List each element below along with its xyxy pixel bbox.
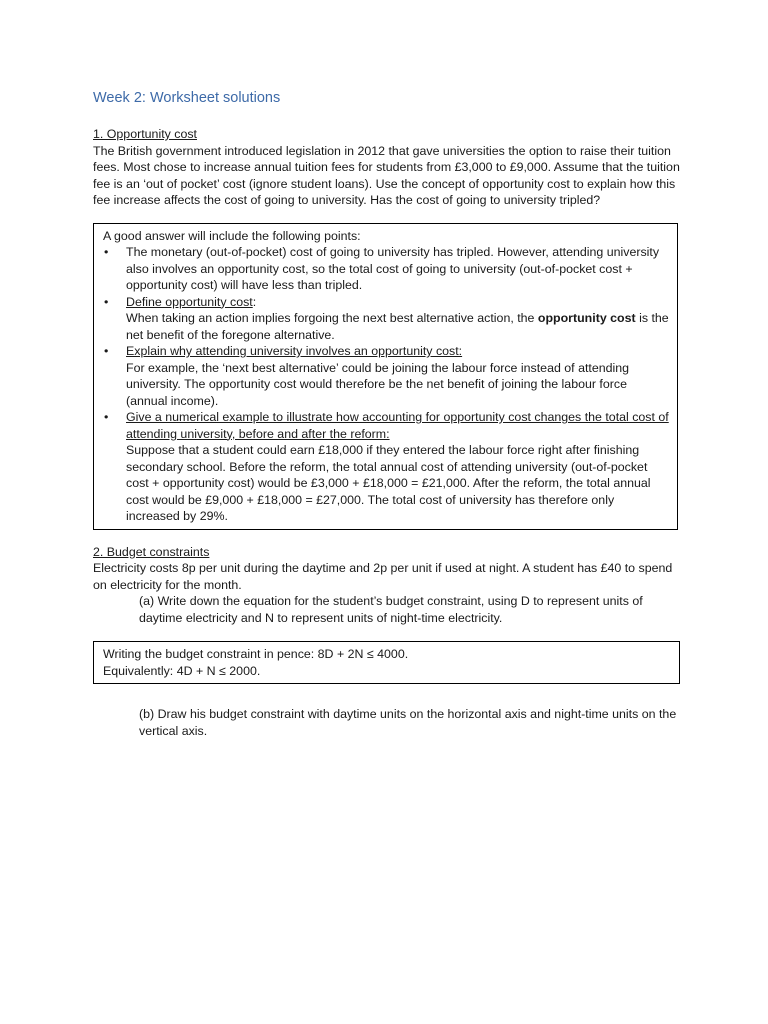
question-part-b: (b) Draw his budget constraint with daytime units on the horizontal axis and night-time units on the vertical axis. (139, 707, 677, 738)
answer-point-4-heading: Give a numerical example to illustrate how accounting for opportunity cost changes the total cost of attending university, before and after the reform: (126, 410, 669, 441)
answer-intro: A good answer will include the following points: (103, 228, 361, 243)
answer-point-2 (103, 294, 669, 344)
bullet-icon: • (104, 245, 109, 259)
answer-box-opportunity-cost (93, 223, 678, 530)
section-heading-opportunity-cost: 1. Opportunity cost (93, 127, 197, 141)
answer-point-2-heading: Define opportunity cost (126, 294, 253, 309)
answer-point-2-text-after: is the net benefit of the foregone alternative. (126, 311, 669, 342)
answer-point-3 (103, 343, 669, 409)
answer-point-3-heading: Explain why attending university involves an opportunity cost: (126, 344, 463, 358)
answer-point-2-colon: : (252, 294, 257, 309)
budget-intro: Electricity costs 8p per unit during the daytime and 2p per unit if used at night. A student has £40 to spend on electricity for the month. (93, 561, 673, 592)
answer-point-4 (103, 409, 669, 525)
bullet-icon: • (104, 294, 109, 309)
answer-point-1-text: The monetary (out-of-pocket) cost of going to university has tripled. However, attending university also involves an opportunity cost, so the total cost of going to university (out-of-pocket cost + opportunity cost) will have less than tripled. (126, 245, 660, 292)
worksheet-page (93, 88, 681, 739)
answer-points-list (103, 244, 669, 525)
bullet-icon: • (104, 344, 109, 358)
question-part-a: (a) Write down the equation for the student’s budget constraint, using D to represent units of daytime electricity and N to represent units of night-time electricity. (139, 594, 643, 625)
section-budget-constraints (93, 544, 681, 740)
section-opportunity-cost (93, 126, 681, 530)
bullet-icon: • (104, 410, 109, 424)
answer-point-2-text-before: When taking an action implies forgoing the next best alternative action, the (126, 311, 538, 325)
budget-answer-line-2: Equivalently: 4D + N ≤ 2000. (103, 663, 261, 678)
page-title: Week 2: Worksheet solutions (93, 90, 281, 106)
answer-point-2-bold-term: opportunity cost (537, 311, 636, 325)
answer-point-4-text: Suppose that a student could earn £18,000 if they entered the labour force right after finishing secondary school. Before the reform, the total annual cost of attending university (out-of-pocket cost + opportunity cost) would be £3,000 + £18,000 = £21,000. After the reform, the total annual cost would be £9,000 + £18,000 = £27,000. The total cost of university has therefore only increased by 29%. (126, 443, 651, 523)
section-heading-budget-constraints: 2. Budget constraints (93, 544, 210, 559)
answer-point-1 (103, 244, 669, 294)
answer-point-3-text: For example, the ‘next best alternative’ could be joining the labour force instead of attending university. The opportunity cost would therefore be the net benefit of joining the labour force (annual income). (126, 360, 630, 408)
budget-answer-line-1: Writing the budget constraint in pence: 8D + 2N ≤ 4000. (103, 647, 409, 661)
answer-box-budget-constraint (93, 641, 680, 684)
question-opportunity-cost: The British government introduced legislation in 2012 that gave universities the option to raise their tuition fees. Most chose to increase annual tuition fees for students from £3,000 to £9,000. Assume that the tuition fee is an ‘out of pocket’ cost (ignore student loans). Use the concept of opportunity cost to explain how this fee increase affects the cost of going to university. Has the cost of going to university tripled? (93, 143, 680, 207)
